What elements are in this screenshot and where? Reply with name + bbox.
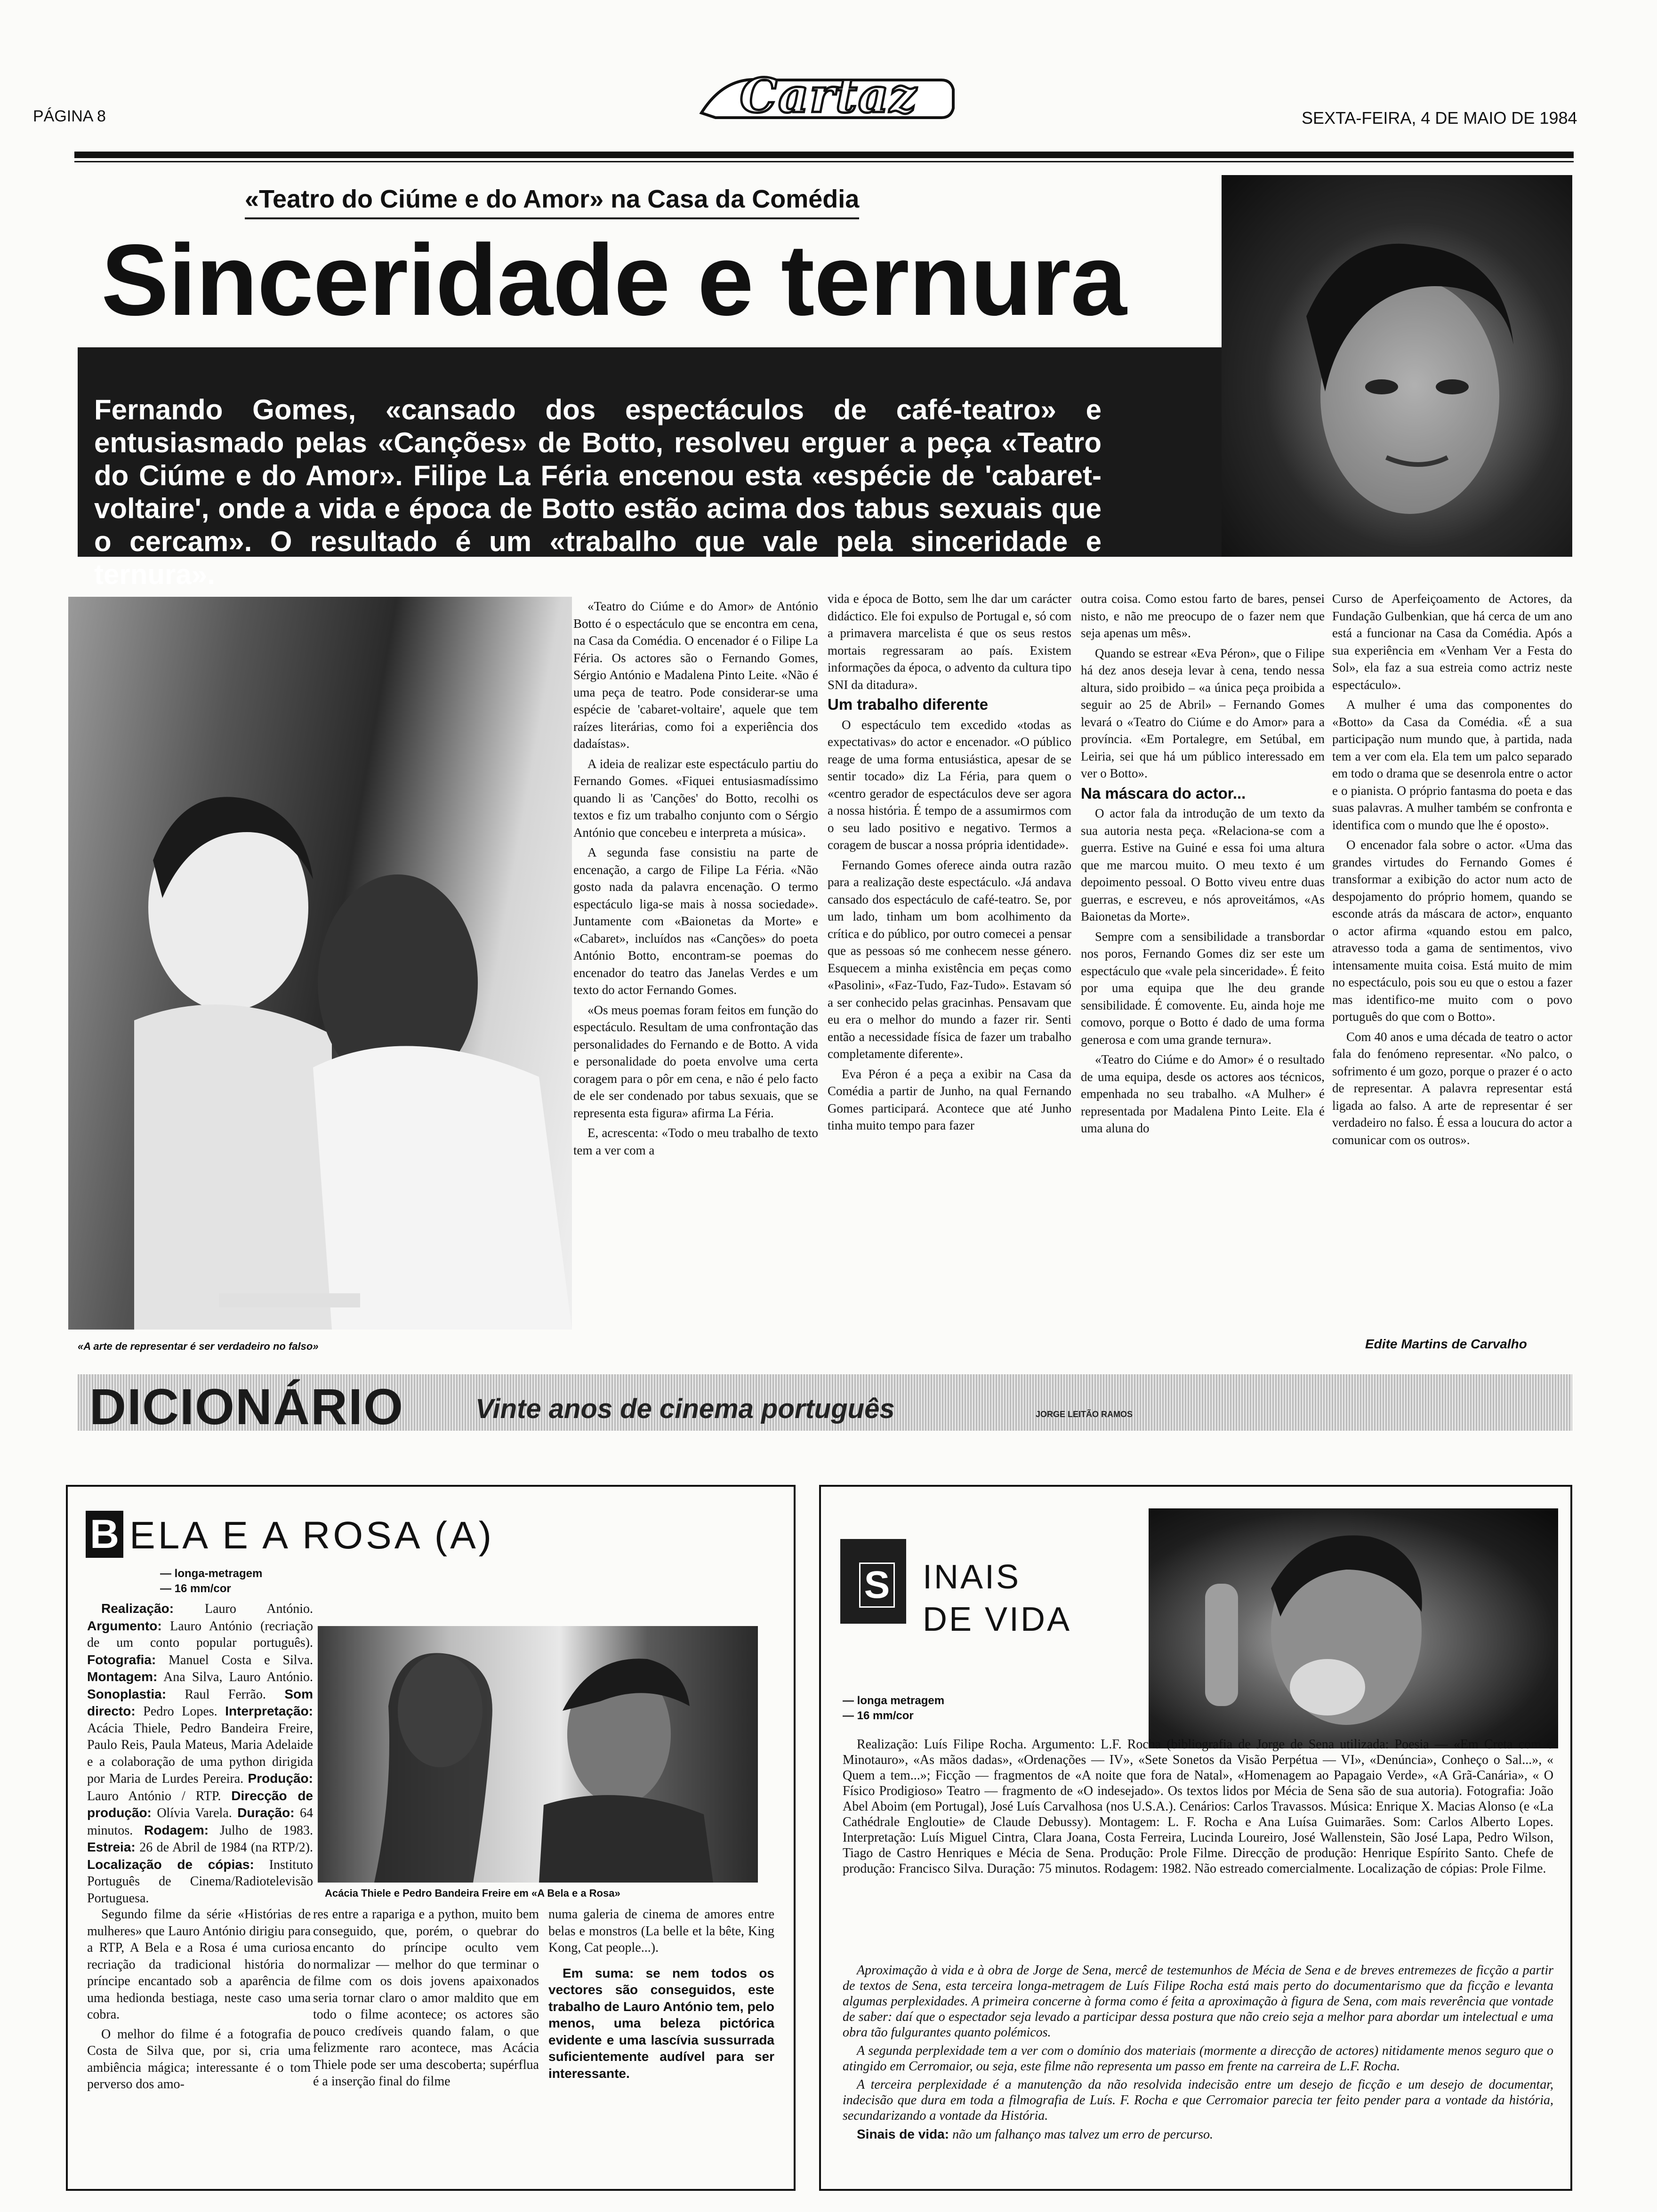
film2-credits xyxy=(843,1737,1553,1963)
portrait-photo xyxy=(1222,175,1572,557)
paragraph: Segundo filme da série «Histórias de mulheres» que Lauro António dirigiu para a RTP, A Bela e a Rosa é uma curiosa recriação da tradicional história do príncipe encantado sob a aparência de uma hedionda bestiaga, neste caso uma cobra. xyxy=(87,1907,311,2022)
film2-format: — longa metragem xyxy=(843,1694,945,1707)
credit-value: Raul Ferrão. xyxy=(185,1687,266,1702)
header-rule-thin xyxy=(74,161,1574,162)
article-lead: Fernando Gomes, «cansado dos espectáculos de café-teatro» e entusiasmado pelas «Canções» de Botto, resolveu erguer a peça «Teatro do Ciúme e do Amor». Filipe La Féria encenou esta «espécie de 'cabaret-voltaire', onde a vida e época de Botto estão acima dos tabus sexuais que o cercam». O resultado é um «trabalho que vale pela sinceridade e ternura». xyxy=(94,394,1102,590)
film2-verdict xyxy=(843,2126,1553,2142)
film2-initial: S xyxy=(859,1563,895,1608)
masthead-logo xyxy=(697,66,960,122)
paragraph: O espectáculo tem excedido «todas as expectativas» do actor e encenador. «O público reage de uma forma entusiástica, apesar de se sentir tocado» diz La Féria, para quem o «centro gerador de espectáculos deve ser agora a nossa história. É tempo de a assumirmos com o seu lado positivo e negativo. Termos a coragem de buscar a nossa própria identidade». xyxy=(828,717,1071,852)
credit-value: Julho de 1983. xyxy=(220,1823,313,1838)
credit-label: Som directo: xyxy=(87,1686,313,1718)
credit-value: Manuel Costa e Silva. xyxy=(169,1652,313,1667)
credit-label: Direcção de produção: xyxy=(87,1788,313,1820)
credit-label: Interpretação: xyxy=(225,1704,313,1718)
article-photo xyxy=(68,597,572,1330)
paragraph: numa galeria de cinema de amores entre belas e monstros (La belle et la bête, King Kong, Cat people...). xyxy=(548,1907,774,1955)
article-kicker: «Teatro do Ciúme e do Amor» na Casa da Comédia xyxy=(245,184,859,219)
paragraph: O encenador fala sobre o actor. «Uma das grandes virtudes do Fernando Gomes é transformar a exibição do actor num acto de despojamento do próprio homem, quando se esconde atrás da máscara de actor», enquanto o actor afirma «quando estou em palco, atravesso toda a gama de sentimentos, vivo intensamente muita coisa. Está muito de mim no espectáculo, pois sou eu que o estou a fazer mas identifico-me muito com o povo português do que com o Botto». xyxy=(1332,838,1572,1024)
credit-label: Produção: xyxy=(248,1771,313,1786)
film1-initial: B xyxy=(86,1511,123,1558)
paragraph: Realização: Luís Filipe Rocha. Argumento: L.F. Rocha (bibliografia de Jorge de Sena utilizada: Poesia — «Em Creta com o Minotauro», «As mãos dadas», «Ordenações — IV», «Sete Sonetos da Visão Perpétua — VI», «Denúncia», Conheço o Sal...», « Quem a tem...»; Ficção — fragmentos de «A noite que fora de Natal», «Homenagem ao Papagaio Verde», «A Grã-Canária», « O Físico Prodigioso» Teatro — fragmento de «O indesejado». Os textos lidos por Mécia de Sena são de sua autoria). Fotografia: João Abel Aboim (em Portugal), José Luís Carvalhosa (nos U.S.A.). Cenários: Carlos Travassos. Música: Enrique X. Macias Alonso (e «La Cathédrale Engloutie» de Claude Debussy). Montagem: L. F. Rocha e Ana Luísa Guimarães. Som: Carlos Alberto Lopes. Interpretação: Luís Miguel Cintra, Clara Joana, Costa Ferreira, Lucinda Loureiro, José Wallenstein, São José Lapa, Pedro Wilson, Tiago de Castro Henriques e Mécia de Sena. Produção: Prole Filme. Direcção de produção: Henrique Espírito Santo. Chefe de produção: Francisco Silva. Duração: 75 minutos. Rodagem: 1982. Não estreado comercialmente. Localização de cópias: Prole Filme. xyxy=(843,1737,1553,1876)
verdict-text: não um falhanço mas talvez um erro de percurso. xyxy=(952,2127,1214,2142)
paragraph: vida e época de Botto, sem lhe dar um carácter didáctico. Ele foi expulso de Portugal e, só com a primavera marcelista é que os seus restos mortais regressaram ao país. Existem informações da época, o advento da cultura tipo SNI da ditadura». xyxy=(828,592,1071,692)
credit-value: 64 minutos. xyxy=(87,1806,313,1838)
paragraph: A ideia de realizar este espectáculo partiu do Fernando Gomes. «Fiquei entusiasmadíssimo quando li as 'Canções' do Botto, recolhi os textos e fiz um trabalho conjunto com o Sérgio António que concebeu e interpreta a música». xyxy=(573,756,818,840)
actors-graphic xyxy=(68,597,572,1330)
credit-label: Estreia: xyxy=(87,1840,136,1854)
film2-photo xyxy=(1149,1508,1558,1748)
credit-label: Montagem: xyxy=(87,1669,158,1684)
credit-value: Olívia Varela. xyxy=(157,1806,232,1820)
photo-caption: «A arte de representar é ser verdadeiro no falso» xyxy=(78,1340,319,1352)
paragraph: O actor fala da introdução de um texto da sua autoria nesta peça. «Relaciona-se com a guerra. Estive na Guiné e essa foi uma altura que me marcou muito. O meu texto é um depoimento pessoal. O Botto viveu entre duas guerras, e escreveu, e nós aproveitámos, «As Baionetas da Morte». xyxy=(1081,806,1325,923)
film1-review-col3 xyxy=(548,1906,774,2184)
credit-label: Argumento: xyxy=(87,1618,162,1633)
film1-gauge: — 16 mm/cor xyxy=(160,1582,231,1595)
paragraph: A terceira perplexidade é a manutenção da não resolvida indecisão entre um desejo de ficção e um desejo de documentar, indecisão que dura em toda a filmografia de Luís. F. Rocha e que Cerromaior parecia ter feito pender para a vontade da história, secundarizando a vontade da História. xyxy=(843,2077,1553,2123)
film2-title-line2: DE VIDA xyxy=(923,1601,1072,1638)
credit-value: Instituto Português de Cinema/Radiotelevisão Portuguesa. xyxy=(87,1857,313,1906)
film2-gauge: — 16 mm/cor xyxy=(843,1709,914,1722)
article-column-2 xyxy=(828,590,1071,1365)
film1-title: ELA E A ROSA (A) xyxy=(129,1514,495,1557)
paragraph: «Os meus poemas foram feitos em função do espectáculo. Resultam de uma confrontação das personalidades do Fernando e de Botto. A vida e personalidade do poeta envolve uma certa coragem para o pôr em cena, e não é pelo facto de ele ser condenado por tabus sexuais, que se representa esta figura» afirma La Féria. xyxy=(573,1002,818,1120)
banner-subtitle: Vinte anos de cinema português xyxy=(475,1394,895,1424)
paragraph: Com 40 anos e uma década de teatro o actor fala do fenómeno representar. «No palco, o sofrimento é um gozo, porque o prazer é o acto de representar. A palavra representar está ligada ao falso. A arte de representar é ser verdadeiro no falso. É essa a loucura do actor a comunicar com os outros». xyxy=(1332,1029,1572,1147)
credit-label: Rodagem: xyxy=(144,1822,209,1837)
header-rule xyxy=(74,152,1574,158)
film1-review-col2 xyxy=(313,1906,539,2184)
credit-label: Localização de cópias: xyxy=(87,1857,254,1872)
page-number: PÁGINA 8 xyxy=(33,107,106,125)
film1-format: — longa-metragem xyxy=(160,1567,263,1580)
film2-title-line1: INAIS xyxy=(923,1558,1021,1596)
credit-label: Duração: xyxy=(237,1805,295,1820)
paragraph: «Teatro do Ciúme e do Amor» de António Botto é o espectáculo que se encontra em cena, na Casa da Comédia. O encenador é o Filipe La Féria. Os actores são o Fernando Gomes, Sérgio António e Madalena Pinto Leite. «Não é uma peça de teatro. Pode considerar-se uma espécie de 'cabaret-voltaire', aquele que tem raízes literárias, como foi a experiência dos dadaístas». xyxy=(573,599,818,751)
paragraph: O melhor do filme é a fotografia de Costa de Silva que, por si, cria uma ambiência mágica; interessante é o tom perverso dos amo- xyxy=(87,2027,311,2092)
paragraph: outra coisa. Como estou farto de bares, pensei nisto, e não me preocupo de o fazer nem que seja apenas um mês». xyxy=(1081,592,1325,640)
film2-review xyxy=(843,1963,1553,2184)
subheading: Um trabalho diferente xyxy=(828,696,989,713)
film1-photo-caption: Acácia Thiele e Pedro Bandeira Freire em «A Bela e a Rosa» xyxy=(325,1887,620,1899)
banner-title: DICIONÁRIO xyxy=(89,1378,404,1435)
article-headline: Sinceridade e ternura xyxy=(101,223,1126,337)
paragraph: Aproximação à vida e à obra de Jorge de Sena, mercê de testemunhos de Mécia de Sena e de breves entremezes de ficção a partir de textos de Sena, esta terceira longa-metragem de Luís Filipe Rocha está mais perto do documentarismo que da ficção e levanta algumas perplexidades. A primeira concerne à forma como é feita a aproximação à figura de Sena, com mais reverência que vontade de saber: daí que o espectador seja levado a participar dessa postura que não creio seja a melhor para abordar um intelectual e uma obra tão fulgurantes quanto polémicos. xyxy=(843,1963,1553,2040)
credit-label: Sonoplastia: xyxy=(87,1686,167,1701)
paragraph: «Teatro do Ciúme e do Amor» é o resultado de uma equipa, desde os actores aos técnicos, empenhada no seu trabalho. «A Mulher» é representada por Madalena Pinto Leite. Ela é uma aluna do xyxy=(1081,1052,1325,1135)
paragraph: A mulher é uma das componentes do «Botto» da Casa da Comédia. «É a sua participação num mundo que, à partida, nada tem a ver com ela. Ela tem um palco separado em todo o drama que se desenrola entre o actor e o pianista. O próprio fantasma do poeta e das suas palavras. A mulher também se confronta e identifica com o mundo que lhe é oposto». xyxy=(1332,697,1572,832)
paragraph: Eva Péron é a peça a exibir na Casa da Comédia a partir de Junho, na qual Fernando Gomes participará. Acontece que até Junho tinha muito tempo para fazer xyxy=(828,1066,1071,1132)
credit-value: Pedro Lopes. xyxy=(143,1704,217,1719)
film2-photo-graphic xyxy=(1149,1508,1558,1748)
paragraph: Curso de Aperfeiçoamento de Actores, da Fundação Gulbenkian, que há cerca de um ano está a funcionar na Casa da Comédia. Após a sua experiência em «Venham Ver a Festa do Sol», ela faz a sua estreia como actriz neste espectáculo». xyxy=(1332,592,1572,692)
article-column-4 xyxy=(1332,590,1572,1334)
credit-label: Fotografia: xyxy=(87,1652,156,1667)
credit-value: 26 de Abril de 1984 (na RTP/2). xyxy=(139,1840,313,1855)
article-column-1 xyxy=(573,598,818,1365)
paragraph: res entre a rapariga e a python, muito bem conseguido, que, porém, o quebrar do encanto do príncipe oculto vem normalizar — melhor do que terminar o filme com os dois jovens apaixonados seria tornar claro o amor maldito que em todo o filme acontece; os actores são pouco credíveis quando falam, o que felizmente raro acontece, mas Acácia Thiele pode ser uma descoberta; supérflua é a inserção final do filme xyxy=(313,1907,539,2089)
subheading: Na máscara do actor... xyxy=(1081,784,1246,802)
issue-date: SEXTA-FEIRA, 4 DE MAIO DE 1984 xyxy=(1302,108,1577,128)
paragraph: Sempre com a sensibilidade a transbordar nos poros, Fernando Gomes diz ser este um espectáculo que «vale pela sinceridade». É feito por uma equipa que lhe deu grande sensibilidade. É comovente. Eu, ainda hoje me comovo, porque o Botto é dado de uma forma generosa e com uma grande ternura». xyxy=(1081,929,1325,1047)
film1-still-graphic xyxy=(318,1626,758,1883)
credit-value: Acácia Thiele, Pedro Bandeira Freire, Paulo Reis, Paula Mateus, Maria Adelaide e a colaboração de uma python dirigida por Maria de Lurdes Pereira. xyxy=(87,1721,313,1786)
paragraph: Quando se estrear «Eva Péron», que o Filipe há dez anos deseja levar à cena, tendo nessa altura, sido proibido – «a única peça proibida a seguir ao 25 de Abril» – Fernando Gomes levará o «Teatro do Ciúme e do Amor» para a província. «Em Portalegre, em Setúbal, em Leiria, sei que há um público interessado em ver o Botto». xyxy=(1081,646,1325,780)
film1-credits xyxy=(87,1600,313,1930)
credit-value: Lauro António (recriação de um conto popular português). xyxy=(87,1619,313,1650)
portrait-face-graphic xyxy=(1222,175,1572,557)
logo-text: Cartaz xyxy=(740,68,917,123)
film1-still xyxy=(318,1626,758,1883)
film1-review-col1 xyxy=(87,1906,311,2184)
paragraph: Fernando Gomes oferece ainda outra razão para a realização deste espectáculo. «Já andava cansado dos espectáculo de café-teatro. Se, por um lado, tinham um bom acolhimento da crítica e do público, por outro comecei a pensar que as pessoas só me conhecem nesse género. Esquecem a minha existência em peças como «Pasolini», «Faz-Tudo, Faz-Tudo». Estavam só a ser conhecido pelas gracinhas. Pensavam que eu era o melhor do mundo a fazer rir. Senti então a necessidade física de fazer um trabalho completamente diferente». xyxy=(828,858,1071,1061)
credit-value: Lauro António / RTP. xyxy=(87,1788,221,1803)
banner-credit: JORGE LEITÃO RAMOS xyxy=(1036,1410,1133,1419)
film1-verdict: Em suma: se nem todos os vectores são conseguidos, este trabalho de Lauro António tem, pelo menos, uma beleza pictórica evidente e uma lascívia sussurrada suficientemente audível para ser interessante. xyxy=(548,1965,774,2081)
byline: Edite Martins de Carvalho xyxy=(1365,1337,1527,1351)
paragraph: E, acrescenta: «Todo o meu trabalho de texto tem a ver com a xyxy=(573,1126,818,1157)
credit-value: Lauro António. xyxy=(205,1602,313,1616)
verdict-label: Sinais de vida: xyxy=(857,2127,949,2141)
credit-value: Ana Silva, Lauro António. xyxy=(163,1670,313,1684)
credit-label: Realização: xyxy=(101,1601,174,1616)
paragraph: A segunda fase consistiu na parte de encenação, a cargo de Filipe La Féria. «Não gosto nada da palavra encenação. O termo espectáculo liga-se mais à nossa sociedade». Juntamente com «Baionetas da Morte» e «Cabaret», incluídos nas «Canções» do poeta António Botto, encontram-se poemas do encenador do teatro das Janelas Verdes e um texto do actor Fernando Gomes. xyxy=(573,845,818,997)
paragraph: A segunda perplexidade tem a ver com o domínio dos materiais (mormente a direcção de actores) nitidamente menos seguro que o atingido em Cerromaior, ou seja, este filme não representa um passo em frente na carreira de L.F. Rocha. xyxy=(843,2044,1553,2074)
article-column-3 xyxy=(1081,590,1325,1365)
